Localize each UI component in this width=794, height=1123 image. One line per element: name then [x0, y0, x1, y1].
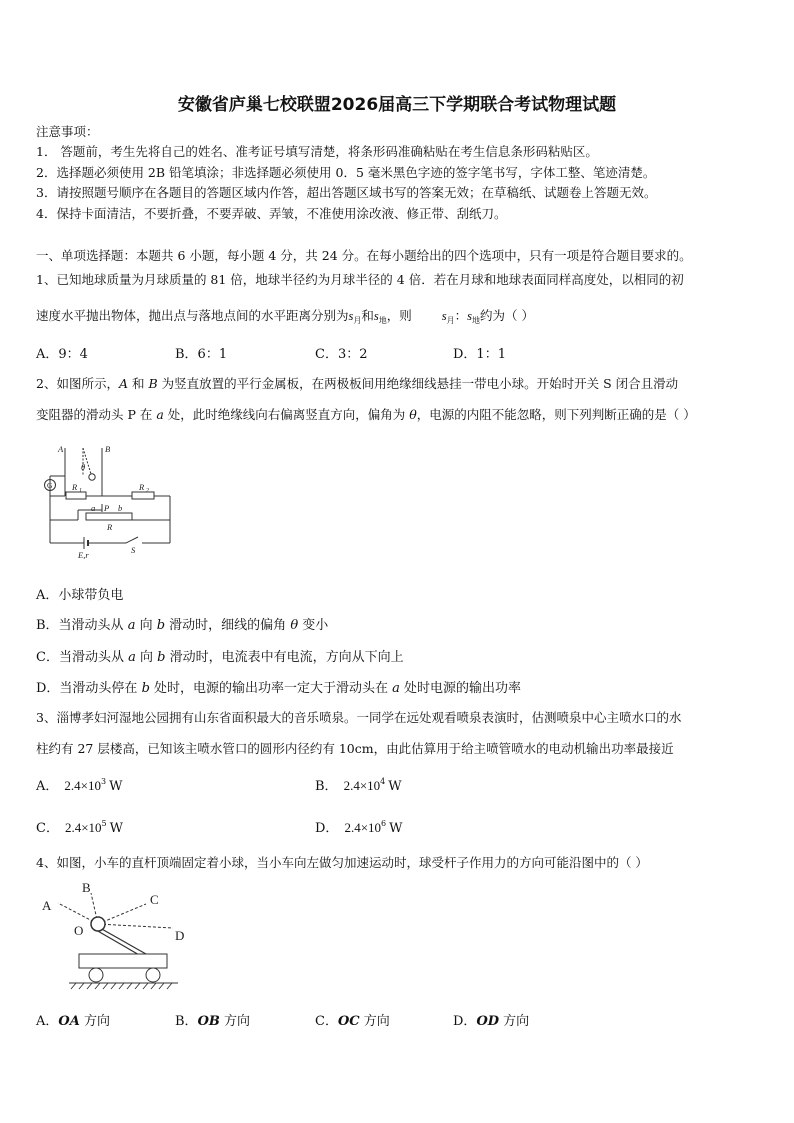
q4-opt-tail: 方向 — [219, 1014, 251, 1029]
q2-option-c — [36, 646, 404, 665]
q1-option-b: B．6：1 — [175, 347, 228, 362]
q2-option-b — [36, 614, 328, 633]
q4-opt-tail: 方向 — [79, 1014, 110, 1029]
notice-item: 1． 答题前，考生先将自己的姓名、准考证号填写清楚，将条形码准确粘贴在考生信息条形码粘贴区。 — [36, 144, 598, 159]
q2-theta: θ — [409, 407, 417, 422]
q3-opt-label: D． — [315, 821, 339, 836]
q2-seg: 向 — [135, 650, 158, 665]
q1-symbol-s: s — [348, 309, 354, 323]
notice-item: 2．选择题必须使用 2B 铅笔填涂；非选择题必须使用 0．5 毫米黑色字迹的签字笔书写，字体工整、笔迹清楚。 — [36, 165, 656, 180]
q3-opt-unit: W — [388, 779, 402, 794]
q2-point-b: b — [157, 650, 166, 665]
q4-option-c — [315, 1010, 390, 1029]
q3-opt-unit: W — [109, 779, 123, 794]
notice-item: 3．请按照题号顺序在各题目的答题区域内作答，超出答题区域书写的答案无效；在草稿纸、试题卷上答题无效。 — [36, 185, 657, 200]
q2-seg: 变阻器的滑动头 P 在 — [36, 407, 157, 422]
q3-option-a — [36, 775, 122, 794]
notice-item: 4．保持卡面清洁，不要折叠，不要弄破、弄皱，不准使用涂改液、修正带、刮纸刀。 — [36, 206, 507, 221]
q4-opt-dir: OA — [58, 1014, 80, 1029]
fig-label-A: A — [42, 898, 52, 913]
q4-opt-label: C． — [315, 1014, 338, 1029]
q4-opt-dir: OB — [197, 1014, 220, 1029]
q2-seg: ，电源的内阻不能忽略，则下列判断正确的是（ ） — [416, 407, 696, 422]
q2-seg: C．当滑动头从 — [36, 650, 129, 665]
fig-label-Er: E,r — [78, 550, 89, 560]
q3-opt-label: C． — [36, 821, 59, 836]
q4-opt-dir: OD — [476, 1014, 500, 1029]
q1-option-a: A．9：4 — [36, 347, 88, 362]
q4-opt-tail: 方向 — [499, 1014, 530, 1029]
q2-seg: 2、如图所示， — [36, 376, 119, 391]
section-heading: 一、单项选择题：本题共 6 小题，每小题 4 分，共 24 分。在每小题给出的四个选项中，只有一项是符合题目要求的。 — [36, 248, 692, 263]
q1-sub-earth: 地 — [378, 316, 387, 325]
q2-seg: 向 — [135, 618, 157, 633]
q3-opt-exp: 6 — [381, 819, 387, 828]
q2-seg: 滑动时，电流表中有电流，方向从下向上 — [165, 650, 404, 665]
fig-label-R2-sub: 2 — [146, 488, 149, 494]
fig-label-theta: θ — [81, 462, 86, 472]
q4-option-a — [36, 1010, 110, 1029]
q2-seg: D．当滑动头停在 — [36, 681, 142, 696]
q3-option-d — [315, 817, 403, 836]
question-2-text — [36, 374, 678, 392]
q2-point-a: a — [128, 650, 136, 665]
q3-opt-exp: 5 — [101, 819, 107, 828]
q2-seg: 处，此时绝缘线向右偏离竖直方向，偏角为 — [163, 407, 410, 422]
q4-opt-label: A． — [36, 1014, 59, 1029]
q2-point-a: a — [127, 618, 136, 633]
q1-sub-moon: 月 — [446, 316, 455, 325]
fig-label-G: G — [47, 481, 53, 490]
q1-sub-moon: 月 — [353, 316, 362, 325]
q2-option-a: A．小球带负电 — [36, 588, 124, 603]
fig-label-A: A — [58, 444, 64, 454]
q2-option-d — [36, 677, 521, 696]
q2-point-b: b — [156, 618, 166, 633]
q3-opt-base: 2.4×10 — [64, 778, 101, 793]
page-title: 安徽省庐巢七校联盟2026届高三下学期联合考试物理试题 — [177, 95, 617, 115]
fig-label-S: S — [131, 545, 136, 555]
q2-seg: 为竖直放置的平行金属板，在两极板间用绝缘细线悬挂一带电小球。开始时开关 S 闭合且滑动 — [157, 376, 679, 391]
cart-diagram — [36, 878, 196, 996]
q1-option-c: C．3：2 — [315, 347, 368, 362]
q4-opt-label: B． — [175, 1014, 198, 1029]
q3-opt-base: 2.4×10 — [344, 820, 382, 835]
q1-sub-earth: 地 — [472, 316, 481, 325]
question-3-text: 柱约有 27 层楼高，已知该主喷水管口的圆形内径约有 10cm，由此估算用于给主喷管喷水的电动机输出功率最接近 — [36, 741, 674, 756]
fig-label-D: D — [175, 928, 185, 943]
q3-option-c — [36, 817, 123, 836]
fig-label-R2: R — [139, 482, 145, 492]
q2-theta: θ — [290, 618, 299, 633]
question-1-text — [36, 306, 534, 326]
notice-heading: 注意事项： — [36, 124, 99, 139]
q1-symbol-s: s — [467, 309, 473, 323]
q2-seg: 滑动时，细线的偏角 — [165, 618, 291, 633]
q2-seg: B．当滑动头从 — [36, 618, 128, 633]
q4-opt-dir: OC — [337, 1014, 360, 1029]
q2-seg: 变小 — [298, 618, 329, 633]
q1-ratio-sep: ： — [454, 308, 468, 323]
q1-then: ，则 — [386, 308, 412, 323]
q3-option-b — [315, 775, 402, 794]
q3-opt-base: 2.4×10 — [64, 820, 102, 835]
fig-label-a: a — [91, 503, 96, 513]
circuit-diagram — [38, 440, 178, 560]
q4-option-d — [453, 1010, 529, 1029]
fig-label-P: P — [104, 503, 110, 513]
fig-label-B: B — [105, 444, 111, 454]
q1-text-segment: 速度水平抛出物体，抛出点与落地点间的水平距离分别为 — [36, 308, 349, 323]
fig-label-b: b — [118, 503, 123, 513]
fig-label-B: B — [82, 880, 91, 895]
q1-and: 和 — [361, 308, 374, 323]
question-2-text — [36, 405, 696, 423]
fig-label-O: O — [74, 923, 84, 938]
q2-plate-b: B — [148, 376, 158, 391]
q3-opt-exp: 4 — [380, 777, 386, 786]
fig-label-R1-sub: 1 — [79, 488, 82, 494]
q2-seg: 和 — [128, 376, 149, 391]
question-1-text: 1、已知地球质量为月球质量的 81 倍，地球半径约为月球半径的 4 倍．若在月球和地球表面同样高度处，以相同的初 — [36, 272, 684, 287]
q2-point-a: a — [156, 407, 164, 422]
q4-option-b — [175, 1010, 250, 1029]
fig-label-R1: R — [72, 482, 78, 492]
q3-opt-label: A． — [36, 779, 59, 794]
question-4-text: 4、如图，小车的直杆顶端固定着小球，当小车向左做匀加速运动时，球受杆子作用力的方向可能沿图中的（ ） — [36, 855, 648, 870]
q4-opt-tail: 方向 — [359, 1014, 390, 1029]
q3-opt-label: B． — [315, 779, 338, 794]
q2-plate-a: A — [118, 376, 128, 391]
q3-opt-exp: 3 — [100, 777, 107, 786]
fig-label-C: C — [150, 892, 159, 907]
q1-symbol-s: s — [441, 309, 447, 323]
q2-point-a: a — [392, 681, 400, 696]
q3-opt-unit: W — [109, 821, 124, 836]
q2-point-b: b — [141, 681, 150, 696]
fig-label-R: R — [107, 522, 113, 532]
q2-seg: 处时，电源的输出功率一定大于滑动头在 — [149, 681, 393, 696]
question-3-text: 3、淄博孝妇河湿地公园拥有山东省面积最大的音乐喷泉。一同学在远处观看喷泉表演时，估测喷泉中心主喷水口的水 — [36, 710, 682, 725]
q3-opt-base: 2.4×10 — [343, 778, 381, 793]
q2-seg: 处时电源的输出功率 — [399, 681, 522, 696]
q4-opt-label: D． — [453, 1014, 477, 1029]
q1-symbol-s: s — [373, 309, 379, 323]
q1-answer-blank: 约为（ ） — [480, 308, 535, 323]
q1-option-d: D．1：1 — [453, 347, 506, 362]
q3-opt-unit: W — [389, 821, 403, 836]
